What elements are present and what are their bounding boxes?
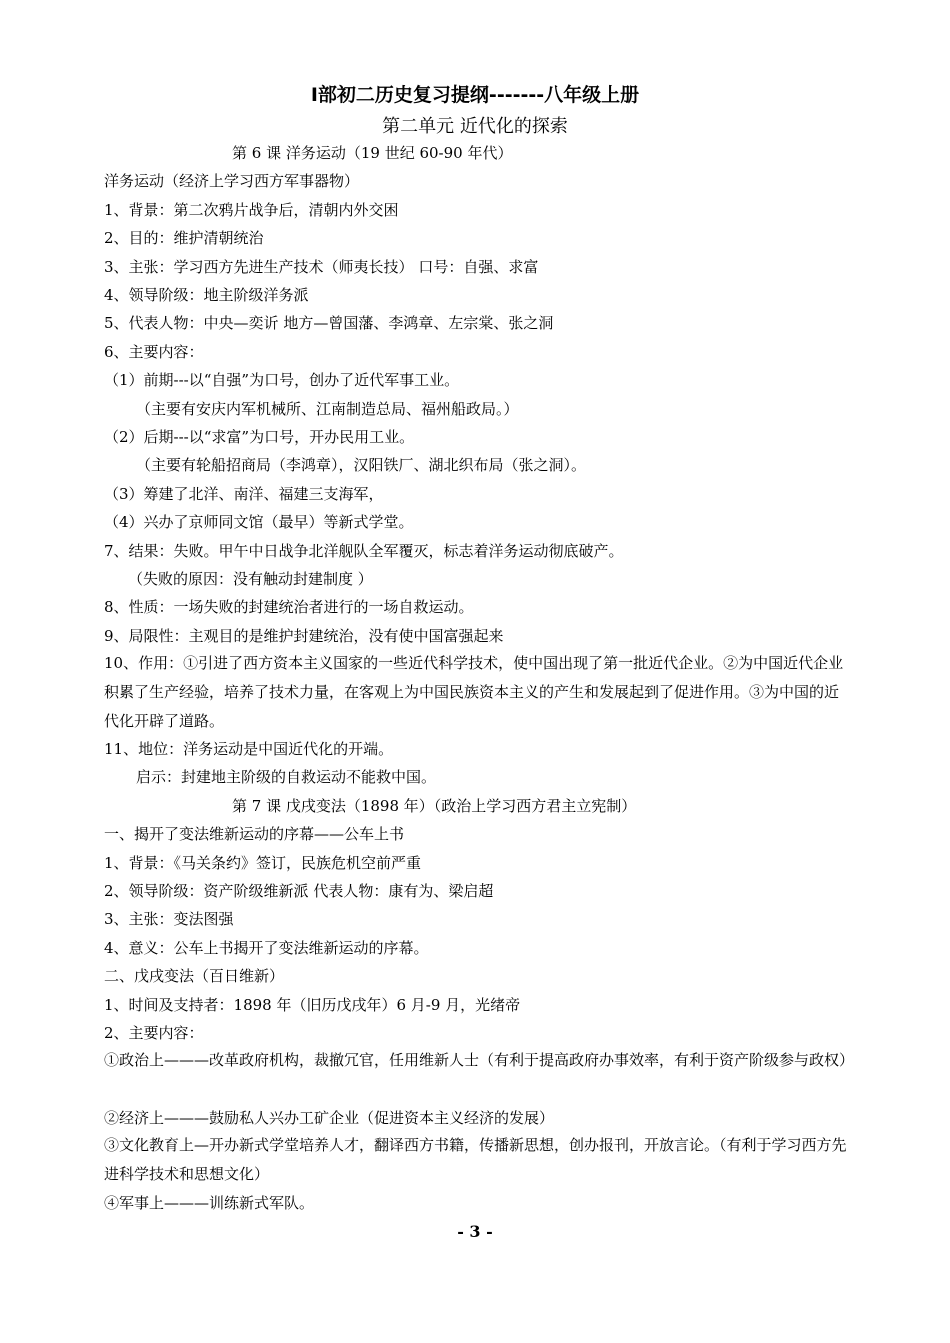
lesson6-content1-note: （主要有安庆内军机械所、江南制造总局、福州船政局。）: [136, 400, 519, 418]
lesson6-content3: （3）筹建了北洋、南洋、福建三支海军，: [104, 485, 384, 503]
lesson6-claim: 3、主张：学习西方先进生产技术（师夷长技） 口号：自强、求富: [104, 258, 539, 276]
lesson7-p2-military: ④军事上———训练新式军队。: [104, 1194, 315, 1212]
lesson6-intro: 洋务运动（经济上学习西方军事器物）: [104, 172, 360, 190]
lesson6-background: 1、背景：第二次鸦片战争后，清朝内外交困: [104, 201, 399, 219]
lesson6-class: 4、领导阶级：地主阶级洋务派: [104, 286, 309, 304]
lesson7-heading: 第 7 课 戊戌变法（1898 年）（政治上学习西方君主立宪制）: [232, 797, 637, 815]
lesson6-lesson: 启示：封建地主阶级的自救运动不能救中国。: [136, 768, 437, 786]
lesson7-p1-meaning: 4、意义：公车上书揭开了变法维新运动的序幕。: [104, 939, 429, 957]
lesson6-figures: 5、代表人物：中央—奕䜣 地方—曾国藩、李鸿章、左宗棠、张之洞: [104, 314, 554, 332]
lesson6-effect: 10、作用：①引进了西方资本主义国家的一些近代科学技术，使中国出现了第一批近代企业。②为中国近代企业积累了生产经验，培养了技术力量，在客观上为中国民族资本主义的产生和发展起到了促进作用。③为中国的近代化开辟了道路。: [104, 654, 844, 730]
lesson7-p1-class: 2、领导阶级：资产阶级维新派 代表人物：康有为、梁启超: [104, 882, 494, 900]
lesson6-status: 11、地位：洋务运动是中国近代化的开端。: [104, 740, 394, 758]
lesson6-heading: 第 6 课 洋务运动（19 世纪 60-90 年代）: [232, 144, 513, 162]
lesson7-part2-title: 二、戊戌变法（百日维新）: [104, 967, 285, 985]
lesson6-result-note: （失败的原因：没有触动封建制度 ）: [128, 570, 373, 588]
lesson6-limit: 9、局限性：主观目的是维护封建统治，没有使中国富强起来: [104, 627, 504, 645]
lesson6-content1: （1）前期---以“自强”为口号，创办了近代军事工业。: [104, 371, 460, 389]
lesson6-result: 7、结果：失败。甲午中日战争北洋舰队全军覆灭，标志着洋务运动彻底破产。: [104, 542, 624, 560]
document-title: Ⅰ部初二历史复习提纲-------八年级上册: [310, 84, 640, 106]
lesson7-p2-culture: ③文化教育上—开办新式学堂培养人才，翻译西方书籍，传播新思想，创办报刊，开放言论。（有利于学习西方先进科学技术和思想文化）: [104, 1136, 847, 1183]
lesson6-content4: （4）兴办了京师同文馆（最早）等新式学堂。: [104, 513, 414, 531]
lesson7-p2-economy: ②经济上———鼓励私人兴办工矿企业（促进资本主义经济的发展）: [104, 1109, 555, 1127]
lesson7-part1-title: 一、揭开了变法维新运动的序幕——公车上书: [104, 825, 405, 843]
lesson7-p2-time: 1、时间及支持者：1898 年（旧历戊戌年）6 月-9 月，光绪帝: [104, 996, 521, 1014]
lesson6-nature: 8、性质：一场失败的封建统治者进行的一场自救运动。: [104, 598, 474, 616]
lesson6-purpose: 2、目的：维护清朝统治: [104, 229, 264, 247]
lesson6-content-label: 6、主要内容：: [104, 343, 204, 361]
page-number: - 3 -: [457, 1222, 493, 1241]
lesson6-content2: （2）后期---以“求富”为口号，开办民用工业。: [104, 428, 415, 446]
lesson7-p1-claim: 3、主张：变法图强: [104, 910, 234, 928]
lesson7-p2-politics: ①政治上———改革政府机构，裁撤冗官，任用维新人士（有利于提高政府办事效率，有利于资产阶级参与政权）: [104, 1051, 855, 1069]
unit-title: 第二单元 近代化的探索: [382, 116, 568, 137]
lesson7-p1-background: 1、背景：《马关条约》签订，民族危机空前严重: [104, 854, 422, 872]
lesson7-p2-content-label: 2、主要内容：: [104, 1024, 204, 1042]
lesson6-content2-note: （主要有轮船招商局（李鸿章），汉阳铁厂、湖北织布局（张之洞）。: [136, 456, 587, 474]
